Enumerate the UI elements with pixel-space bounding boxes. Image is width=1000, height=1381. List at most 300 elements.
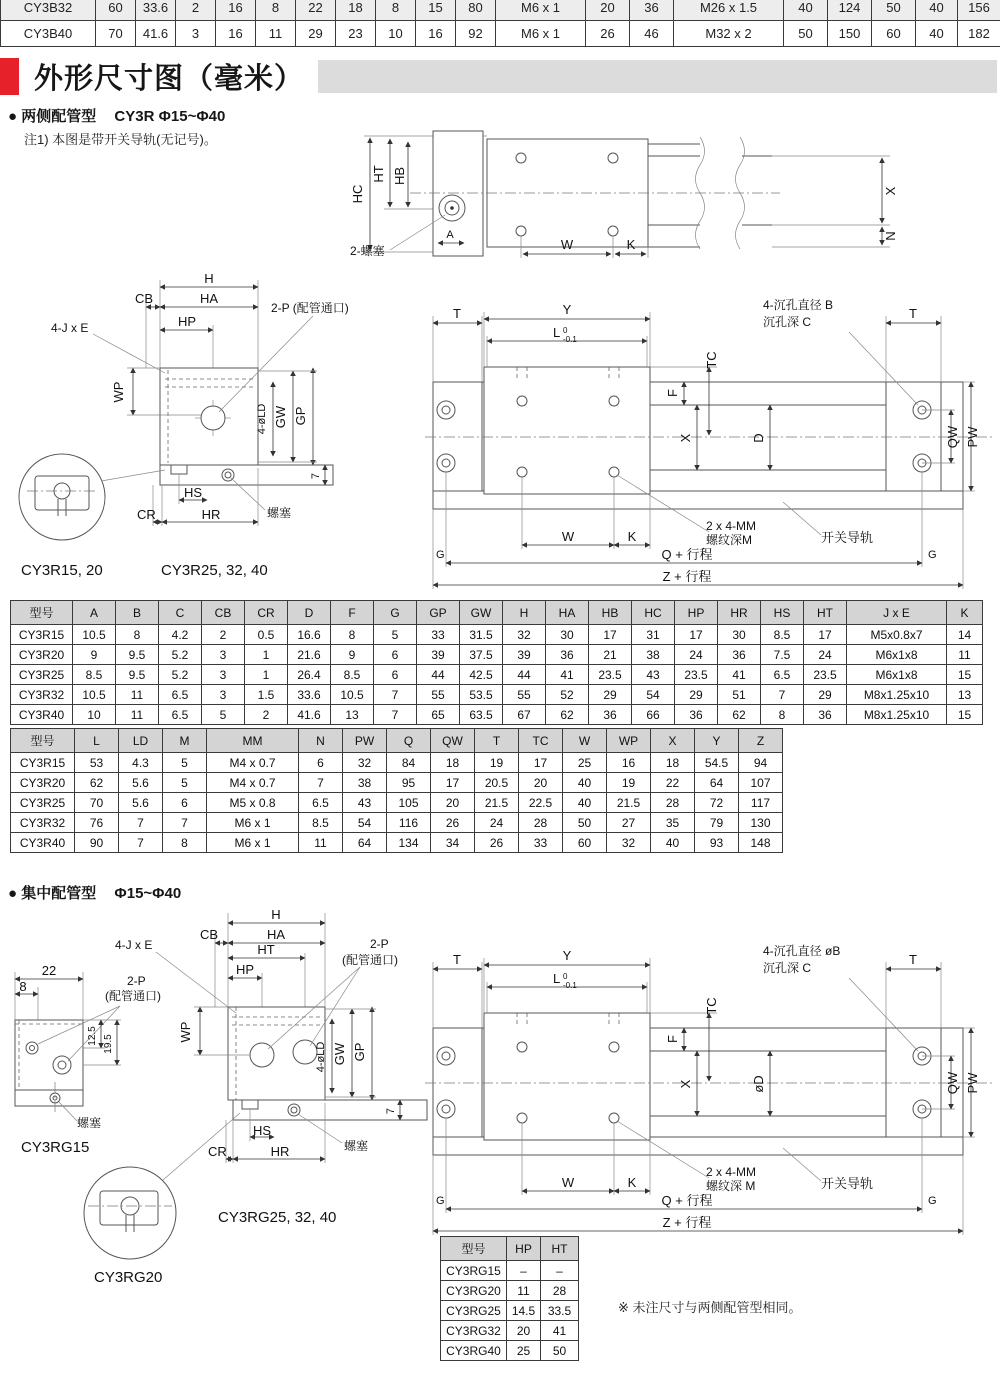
value-cell: 84 (387, 753, 431, 773)
dim-label: T (453, 952, 461, 967)
table-row (11, 753, 783, 773)
value-cell: 26 (586, 21, 630, 47)
value-cell: 40 (784, 0, 828, 21)
value-cell: 50 (872, 0, 916, 21)
dim-label: 4-øLD (256, 403, 268, 435)
value-cell: 18 (651, 753, 695, 773)
table-row (11, 645, 983, 665)
table-row (11, 625, 983, 645)
model-cell: CY3B40 (1, 21, 96, 47)
model-cell: CY3RG40 (441, 1341, 507, 1361)
value-cell: 7 (374, 705, 417, 725)
column-header: Z (739, 729, 783, 753)
dim-label: WP (178, 1021, 193, 1043)
value-cell: 8 (116, 625, 159, 645)
value-cell: 14 (947, 625, 983, 645)
value-cell: 22 (651, 773, 695, 793)
value-cell: 32 (607, 833, 651, 853)
section1-label: 两侧配管型 (21, 108, 97, 125)
cy3r-dimensions-table-1 (10, 600, 983, 725)
value-cell: 37.5 (460, 645, 503, 665)
value-cell: 26 (431, 813, 475, 833)
value-cell: 6.5 (159, 685, 202, 705)
column-header: A (73, 601, 116, 625)
dim-label: 8 (19, 979, 27, 994)
value-cell: 5.6 (119, 773, 163, 793)
value-cell: 5.2 (159, 665, 202, 685)
diagram-caption: CY3R15, 20 (21, 562, 103, 579)
dim-label: 22 (41, 963, 57, 978)
value-cell: 23.5 (589, 665, 632, 685)
value-cell: 11 (507, 1281, 541, 1301)
dim-label: Z + 行程 (662, 1215, 712, 1230)
value-cell: 6 (163, 793, 207, 813)
dim-label: 沉孔深 C (763, 315, 812, 329)
value-cell: 21.5 (475, 793, 519, 813)
value-cell: 16.6 (288, 625, 331, 645)
value-cell: – (541, 1261, 579, 1281)
table-row (1, 21, 1000, 47)
value-cell: 3 (202, 685, 245, 705)
value-cell: 72 (695, 793, 739, 813)
section2-label: 集中配管型 (21, 885, 97, 902)
value-cell: 7 (119, 813, 163, 833)
value-cell: M6x1x8 (847, 645, 947, 665)
value-cell: 67 (503, 705, 546, 725)
value-cell: 32 (343, 753, 387, 773)
model-cell: CY3R40 (11, 705, 73, 725)
column-header: G (374, 601, 417, 625)
column-header: HT (541, 1237, 579, 1261)
dim-label: F (665, 389, 680, 397)
column-header: HS (761, 601, 804, 625)
value-cell: 40 (563, 793, 607, 813)
page-title: 外形尺寸图（毫米） (34, 63, 305, 95)
value-cell: 70 (96, 21, 136, 47)
value-cell: M8x1.25x10 (847, 705, 947, 725)
diagram-caption: CY3RG15 (21, 1139, 90, 1156)
value-cell: 7 (163, 813, 207, 833)
value-cell: 9.5 (116, 665, 159, 685)
value-cell: 6.5 (159, 705, 202, 725)
table-row (441, 1261, 579, 1281)
value-cell: 50 (563, 813, 607, 833)
value-cell: 2 (176, 0, 216, 21)
dim-label: T (453, 306, 461, 321)
dim-label: 开关导轨 (821, 530, 874, 545)
column-header: GP (417, 601, 460, 625)
value-cell: 54 (632, 685, 675, 705)
value-cell: M32 x 2 (674, 21, 784, 47)
model-cell: CY3R20 (11, 645, 73, 665)
value-cell: 9 (331, 645, 374, 665)
value-cell: 92 (456, 21, 496, 47)
cy3rg-plan-view-diagram (425, 938, 995, 1238)
value-cell: 24 (804, 645, 847, 665)
model-cell: CY3R32 (11, 685, 73, 705)
dim-label: G (436, 549, 445, 561)
value-cell: 35 (651, 813, 695, 833)
column-header: HB (589, 601, 632, 625)
value-cell: 124 (828, 0, 872, 21)
value-cell: 7.5 (761, 645, 804, 665)
dim-label: WP (111, 381, 126, 403)
dim-label: 4-沉孔直径 B (763, 298, 834, 312)
value-cell: 41.6 (288, 705, 331, 725)
value-cell: M5x0.8x7 (847, 625, 947, 645)
dim-label: (配管通口) (342, 953, 398, 967)
column-header: QW (431, 729, 475, 753)
dim-label: 螺塞 (77, 1116, 102, 1130)
value-cell: 41.6 (136, 21, 176, 47)
column-header: MM (207, 729, 299, 753)
value-cell: 52 (546, 685, 589, 705)
value-cell: 17 (431, 773, 475, 793)
value-cell: 29 (804, 685, 847, 705)
dim-label: 2 x 4-MM (706, 519, 757, 533)
dim-label: HP (177, 314, 197, 329)
dim-label: GP (352, 1042, 367, 1062)
dim-label: G (436, 1195, 445, 1207)
dim-label: HB (392, 166, 407, 186)
cy3r-plan-view-diagram (425, 292, 995, 592)
dim-label: 2-P (127, 974, 146, 988)
value-cell: 64 (343, 833, 387, 853)
value-cell: 62 (718, 705, 761, 725)
dim-label: 4-øLD (315, 1041, 327, 1073)
value-cell: 54.5 (695, 753, 739, 773)
table-row (441, 1321, 579, 1341)
value-cell: 8 (376, 0, 416, 21)
value-cell: 29 (589, 685, 632, 705)
value-cell: 20.5 (475, 773, 519, 793)
diagram-caption: CY3RG20 (94, 1269, 163, 1286)
model-cell: CY3R15 (11, 753, 75, 773)
value-cell: 116 (387, 813, 431, 833)
value-cell: 60 (563, 833, 607, 853)
table-row (11, 833, 783, 853)
dim-label: 螺塞 (344, 1139, 369, 1153)
value-cell: 22 (296, 0, 336, 21)
value-cell: 18 (431, 753, 475, 773)
value-cell: 156 (958, 0, 1000, 21)
value-cell: 5 (163, 773, 207, 793)
value-cell: 130 (739, 813, 783, 833)
value-cell: 40 (916, 0, 958, 21)
value-cell: 21.5 (607, 793, 651, 813)
dim-label: 7 (310, 472, 322, 480)
value-cell: 8.5 (331, 665, 374, 685)
value-cell: 7 (299, 773, 343, 793)
value-cell: 33.6 (288, 685, 331, 705)
dim-label: QW (945, 1071, 960, 1095)
dim-label: CB (200, 927, 219, 942)
dim-label: 螺纹深M (706, 533, 752, 547)
dim-label: CR (208, 1144, 227, 1159)
table-row (11, 665, 983, 685)
value-cell: 26 (475, 833, 519, 853)
value-cell: 11 (947, 645, 983, 665)
column-header: HP (507, 1237, 541, 1261)
value-cell: 3 (176, 21, 216, 47)
dim-label: H (271, 907, 281, 922)
dim-label: L (553, 971, 561, 986)
value-cell: M8x1.25x10 (847, 685, 947, 705)
model-cell: CY3R25 (11, 665, 73, 685)
value-cell: 10 (73, 705, 116, 725)
column-header: D (288, 601, 331, 625)
value-cell: 34 (431, 833, 475, 853)
model-cell: CY3RG20 (441, 1281, 507, 1301)
value-cell: 150 (828, 21, 872, 47)
value-cell: 8.5 (761, 625, 804, 645)
dim-label: HS (252, 1123, 272, 1138)
value-cell: 16 (416, 21, 456, 47)
value-cell: 10.5 (331, 685, 374, 705)
value-cell: 11 (256, 21, 296, 47)
value-cell: 10 (376, 21, 416, 47)
value-cell: 1.5 (245, 685, 288, 705)
value-cell: 20 (431, 793, 475, 813)
dim-label: -0.1 (563, 981, 577, 990)
dim-label: T (909, 952, 917, 967)
value-cell: 20 (507, 1321, 541, 1341)
value-cell: 17 (804, 625, 847, 645)
value-cell: 62 (546, 705, 589, 725)
dim-label: K (626, 237, 636, 252)
value-cell: 43 (632, 665, 675, 685)
dim-label: -0.1 (563, 335, 577, 344)
value-cell: 70 (75, 793, 119, 813)
value-cell: 2 (245, 705, 288, 725)
value-cell: 5 (163, 753, 207, 773)
value-cell: 24 (675, 645, 718, 665)
column-header: X (651, 729, 695, 753)
value-cell: – (507, 1261, 541, 1281)
dim-label: H (204, 271, 214, 286)
column-header: W (563, 729, 607, 753)
value-cell: 117 (739, 793, 783, 813)
cy3b-dimensions-table-partial (0, 0, 1000, 47)
table-row (11, 813, 783, 833)
column-header: LD (119, 729, 163, 753)
value-cell: M6 x 1 (496, 0, 586, 21)
value-cell: 33.6 (136, 0, 176, 21)
value-cell: 8 (163, 833, 207, 853)
value-cell: 63.5 (460, 705, 503, 725)
table-row (11, 705, 983, 725)
value-cell: 27 (607, 813, 651, 833)
dim-label: GW (332, 1042, 347, 1066)
value-cell: 76 (75, 813, 119, 833)
value-cell: 3 (202, 645, 245, 665)
value-cell: M4 x 0.7 (207, 753, 299, 773)
dim-label: HA (266, 927, 286, 942)
dim-label: øD (751, 1075, 766, 1093)
value-cell: 134 (387, 833, 431, 853)
dim-label: HC (350, 184, 365, 204)
table-row (11, 685, 983, 705)
dim-label: HP (235, 962, 255, 977)
column-header: C (159, 601, 202, 625)
column-header: J x E (847, 601, 947, 625)
dim-label: 2-螺塞 (350, 244, 385, 258)
value-cell: 53.5 (460, 685, 503, 705)
value-cell: 30 (546, 625, 589, 645)
value-cell: 20 (586, 0, 630, 21)
value-cell: 42.5 (460, 665, 503, 685)
value-cell: 6.5 (299, 793, 343, 813)
bullet-icon: ● (8, 108, 18, 125)
title-bar (0, 57, 997, 96)
value-cell: 31 (632, 625, 675, 645)
value-cell: 41 (718, 665, 761, 685)
value-cell: 2 (202, 625, 245, 645)
value-cell: 44 (503, 665, 546, 685)
value-cell: 26.4 (288, 665, 331, 685)
column-header: GW (460, 601, 503, 625)
value-cell: 79 (695, 813, 739, 833)
dim-label: 4-沉孔直径 øB (763, 944, 841, 958)
value-cell: 41 (541, 1321, 579, 1341)
value-cell: M6 x 1 (207, 813, 299, 833)
value-cell: 10.5 (73, 625, 116, 645)
value-cell: 21 (589, 645, 632, 665)
value-cell: 19 (475, 753, 519, 773)
value-cell: 50 (784, 21, 828, 47)
model-cell: CY3R20 (11, 773, 75, 793)
column-header: 型号 (11, 601, 73, 625)
column-header: WP (607, 729, 651, 753)
dim-label: 开关导轨 (821, 1176, 874, 1191)
dim-label: 2 x 4-MM (706, 1165, 757, 1179)
value-cell: 5.6 (119, 793, 163, 813)
dim-label: X (678, 1079, 693, 1089)
column-header: M (163, 729, 207, 753)
column-header: 型号 (11, 729, 75, 753)
diagram-caption: CY3RG25, 32, 40 (218, 1209, 337, 1226)
column-header: L (75, 729, 119, 753)
section2-range: Φ15~Φ40 (114, 885, 182, 902)
value-cell: 8 (761, 705, 804, 725)
value-cell: 60 (96, 0, 136, 21)
value-cell: 24 (475, 813, 519, 833)
value-cell: 33 (519, 833, 563, 853)
value-cell: 54 (343, 813, 387, 833)
value-cell: 29 (296, 21, 336, 47)
value-cell: M4 x 0.7 (207, 773, 299, 793)
dim-label: 19.5 (103, 1034, 114, 1054)
table-row (11, 793, 783, 813)
dim-label: 12.5 (87, 1026, 98, 1046)
dim-label: GW (273, 405, 288, 429)
cy3rg-end-view-diagram (60, 905, 445, 1295)
value-cell: 22.5 (519, 793, 563, 813)
dim-label: HR (270, 1144, 290, 1159)
dim-label: X (678, 433, 693, 443)
value-cell: 40 (916, 21, 958, 47)
dim-label: 7 (385, 1107, 397, 1115)
value-cell: 16 (607, 753, 651, 773)
dim-label: 螺塞 (267, 506, 292, 520)
dim-label: 沉孔深 C (763, 961, 812, 975)
value-cell: 6 (374, 665, 417, 685)
dim-label: CR (137, 507, 156, 522)
diagram-caption: CY3R25, 32, 40 (161, 562, 268, 579)
value-cell: 36 (675, 705, 718, 725)
bullet-icon: ● (8, 885, 18, 902)
value-cell: 1 (245, 665, 288, 685)
value-cell: 25 (507, 1341, 541, 1361)
red-accent-block (0, 58, 19, 95)
value-cell: 20 (519, 773, 563, 793)
value-cell: 39 (417, 645, 460, 665)
value-cell: 80 (456, 0, 496, 21)
value-cell: 6.5 (761, 665, 804, 685)
dim-label: 4-J x E (115, 938, 153, 952)
header-row (11, 729, 783, 753)
hp-table-note: ※ 未注尺寸与两侧配管型相同。 (618, 1300, 802, 1315)
dim-label: W (561, 1175, 575, 1190)
section-header-centralized-piping (8, 882, 181, 903)
table-row (441, 1341, 579, 1361)
dim-label: PW (965, 1072, 980, 1094)
dim-label: 2-P (370, 937, 389, 951)
dim-label: D (751, 433, 766, 443)
value-cell: 36 (804, 705, 847, 725)
dim-label: W (561, 529, 575, 544)
value-cell: 14.5 (507, 1301, 541, 1321)
value-cell: 38 (343, 773, 387, 793)
value-cell: 95 (387, 773, 431, 793)
column-header: PW (343, 729, 387, 753)
value-cell: 5 (202, 705, 245, 725)
value-cell: 15 (947, 705, 983, 725)
dim-label: 0 (563, 972, 568, 981)
value-cell: 55 (417, 685, 460, 705)
dim-label: TC (704, 351, 719, 369)
value-cell: 23.5 (804, 665, 847, 685)
value-cell: 28 (651, 793, 695, 813)
model-cell: CY3RG32 (441, 1321, 507, 1341)
column-header: Y (695, 729, 739, 753)
value-cell: 55 (503, 685, 546, 705)
value-cell: 7 (374, 685, 417, 705)
column-header: HA (546, 601, 589, 625)
column-header: HT (804, 601, 847, 625)
section-header-both-side-piping (8, 105, 225, 126)
value-cell: 6 (374, 645, 417, 665)
value-cell: 31.5 (460, 625, 503, 645)
column-header: B (116, 601, 159, 625)
value-cell: 62 (75, 773, 119, 793)
value-cell: 36 (630, 0, 674, 21)
model-cell: CY3RG15 (441, 1261, 507, 1281)
value-cell: 44 (417, 665, 460, 685)
dim-label: N (883, 231, 898, 241)
dim-label: GP (293, 406, 308, 426)
column-header: N (299, 729, 343, 753)
value-cell: M6x1x8 (847, 665, 947, 685)
column-header: HP (675, 601, 718, 625)
column-header: HC (632, 601, 675, 625)
table-row (1, 0, 1000, 21)
value-cell: 50 (541, 1341, 579, 1361)
value-cell: 15 (947, 665, 983, 685)
column-header: F (331, 601, 374, 625)
dim-label: X (883, 186, 898, 196)
value-cell: 19 (607, 773, 651, 793)
